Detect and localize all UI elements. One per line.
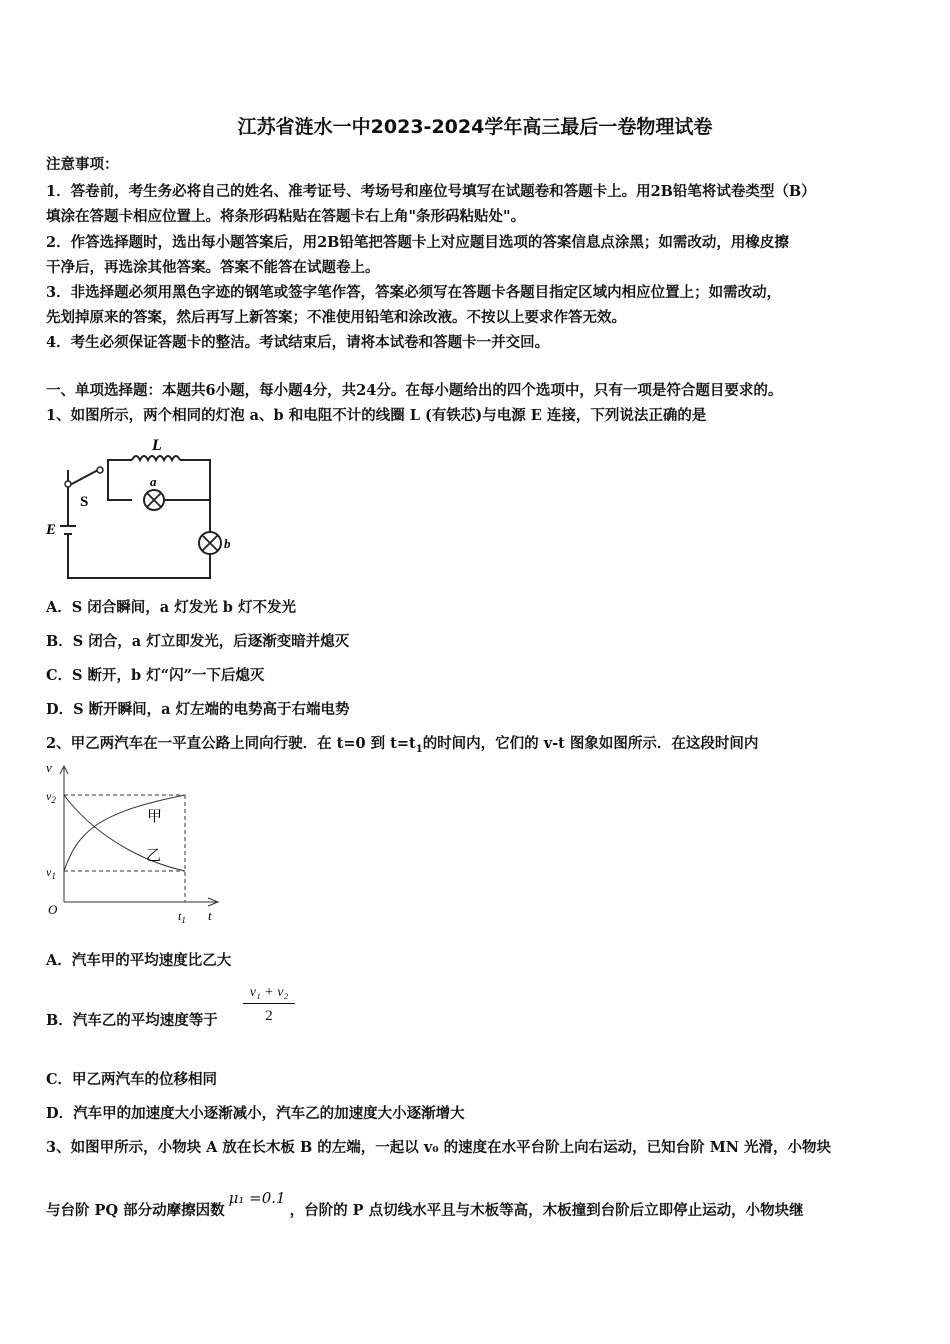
label-yi: 乙 — [146, 848, 162, 864]
circuit-figure — [40, 430, 240, 582]
q2-option-d: D．汽车甲的加速度大小逐渐减小，汽车乙的加速度大小逐渐增大 — [46, 1105, 465, 1122]
notice-line: 2．作答选择题时，选出每小题答案后，用2B铅笔把答题卡上对应题目选项的答案信息点涂黑；如需改动，用橡皮擦 — [46, 234, 789, 251]
origin: O — [48, 902, 58, 917]
lamp-b-icon — [199, 532, 221, 554]
svg-text:v1: $v_1$ — [46, 865, 56, 881]
vt-graph — [40, 760, 230, 925]
label-b: b — [224, 536, 231, 551]
svg-text:v2: $v_2$ — [46, 789, 56, 805]
q2-option-c: C．甲乙两汽车的位移相同 — [46, 1071, 218, 1088]
question-3-line2: 与台阶 PQ 部分动摩擦因数μ₁ =0.1，台阶的 P 点切线水平且与木板等高，木板撞到台阶后立即停止运动，小物块继 — [46, 1189, 804, 1219]
notice-line: 1．答卷前，考生务必将自己的姓名、准考证号、考场号和座位号填写在试题卷和答题卡上。用2B铅笔将试卷类型（B） — [46, 183, 816, 200]
label-L: L — [152, 437, 162, 454]
notice-line: 3．非选择题必须用黑色字迹的钢笔或签字笔作答，答案必须写在答题卡各题目指定区域内相应位置上；如需改动， — [46, 284, 782, 301]
notice-line: 先划掉原来的答案，然后再写上新答案；不准使用铅笔和涂改液。不按以上要求作答无效。 — [46, 309, 626, 326]
q1-option-d: D．S 断开瞬间，a 灯左端的电势高于右端电势 — [46, 701, 350, 718]
question-1-stem: 1、如图所示，两个相同的灯泡 a、b 和电阻不计的线圈 L (有铁芯)与电源 E 连接，下列说法正确的是 — [46, 407, 707, 424]
fraction: $\frac{\text{v₁ + v₂}}{2}$ — [243, 985, 295, 1025]
notice-line: 4．考生必须保证答题卡的整洁。考试结束后，请将本试卷和答题卡一并交回。 — [46, 334, 550, 351]
section-heading: 一、单项选择题：本题共6小题，每小题4分，共24分。在每小题给出的四个选项中，只有一项是符合题目要求的。 — [46, 382, 783, 399]
notice-line: 干净后，再选涂其他答案。答案不能答在试题卷上。 — [46, 259, 380, 276]
label-E: E — [46, 522, 57, 538]
notice-line: 填涂在答题卡相应位置上。将条形码粘贴在答题卡右上角"条形码粘贴处"。 — [46, 208, 526, 225]
page-title: 江苏省涟水一中2023-2024学年高三最后一卷物理试卷 — [237, 116, 713, 138]
q1-option-b: B．S 闭合，a 灯立即发光，后逐渐变暗并熄灭 — [46, 633, 350, 650]
svg-text:t1: $t_1$ — [178, 909, 186, 925]
q1-option-c: C．S 断开，b 灯“闪”一下后熄灭 — [46, 667, 265, 684]
notice-heading: 注意事项： — [46, 156, 119, 173]
question-2-stem: 2、甲乙两汽车在一平直公路上同向行驶．在 t=0 到 $t=t_1$的时间内，它们的 v-t 图象如图所示．在这段时间内 — [46, 735, 759, 755]
q2-option-b: B．汽车乙的平均速度等于 — [46, 1012, 218, 1029]
axis-v: v — [46, 760, 52, 775]
label-jia: 甲 — [147, 809, 163, 825]
label-S: S — [80, 494, 89, 510]
question-3-line1: 3、如图甲所示，小物块 A 放在长木板 B 的左端，一起以 v₀ 的速度在水平台阶上向右运动，已知台阶 MN 光滑，小物块 — [46, 1139, 832, 1156]
q1-option-a: A．S 闭合瞬间，a 灯发光 b 灯不发光 — [46, 599, 296, 616]
lamp-a-icon — [144, 490, 164, 510]
label-a: a — [150, 474, 157, 489]
svg-text:t: t — [208, 908, 212, 923]
q2-option-a: A．汽车甲的平均速度比乙大 — [46, 952, 232, 969]
